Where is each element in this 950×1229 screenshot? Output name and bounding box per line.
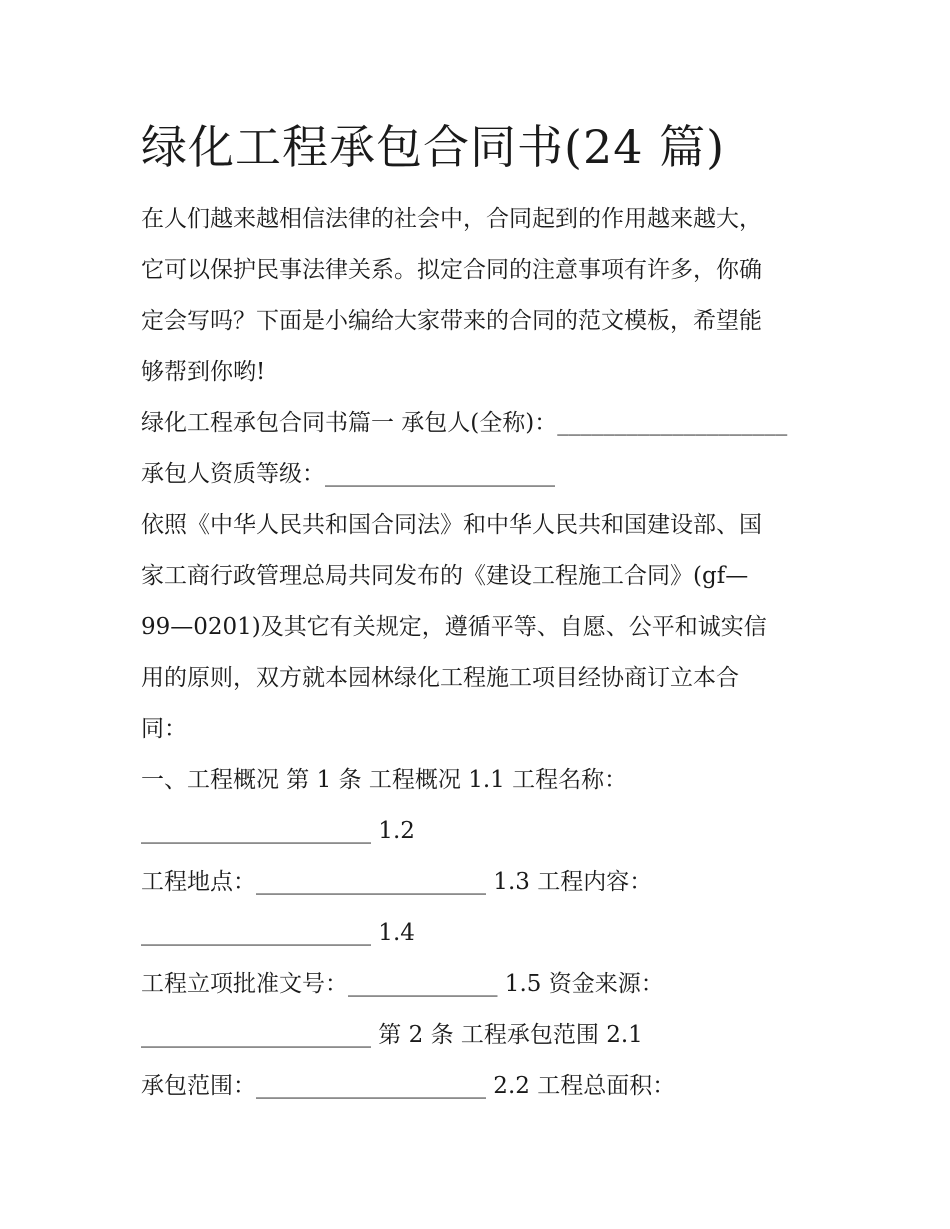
text-line: ____________________ 1.2 [141,818,415,844]
text-line: 承包范围：____________________ 2.2 工程总面积： [141,1073,676,1099]
document-page [141,112,821,1112]
text-line: 在人们越来越相信法律的社会中，合同起到的作用越来越大， [141,206,762,232]
text-line: 用的原则，双方就本园林绿化工程施工项目经协商订立本合 [141,665,739,691]
text-line: 定会写吗？下面是小编给大家带来的合同的范文模板，希望能 [141,308,762,334]
text-line: 工程地点：____________________ 1.3 工程内容： [141,869,653,895]
text-line: 一、工程概况 第 1 条 工程概况 1.1 工程名称： [141,767,628,793]
text-line: 99—0201)及其它有关规定，遵循平等、自愿、公平和诚实信 [141,614,767,640]
text-line: 它可以保护民事法律关系。拟定合同的注意事项有许多，你确 [141,257,762,283]
document-title: 绿化工程承包合同书(24 篇) [141,120,726,174]
text-line: 承包人资质等级：____________________ [141,461,555,487]
document-body [141,194,821,1112]
text-line: 工程立项批准文号：_____________ 1.5 资金来源： [141,971,664,997]
text-line: 家工商行政管理总局共同发布的《建设工程施工合同》(gf— [141,563,749,589]
text-line: 够帮到你哟! [141,359,266,385]
text-line: ____________________ 1.4 [141,920,415,946]
text-line: ____________________ 第 2 条 工程承包范围 2.1 [141,1022,643,1048]
text-line: 依照《中华人民共和国合同法》和中华人民共和国建设部、国 [141,512,762,538]
text-line: 同： [141,716,187,742]
text-line: 绿化工程承包合同书篇一 承包人(全称)：____________________ [141,410,788,436]
